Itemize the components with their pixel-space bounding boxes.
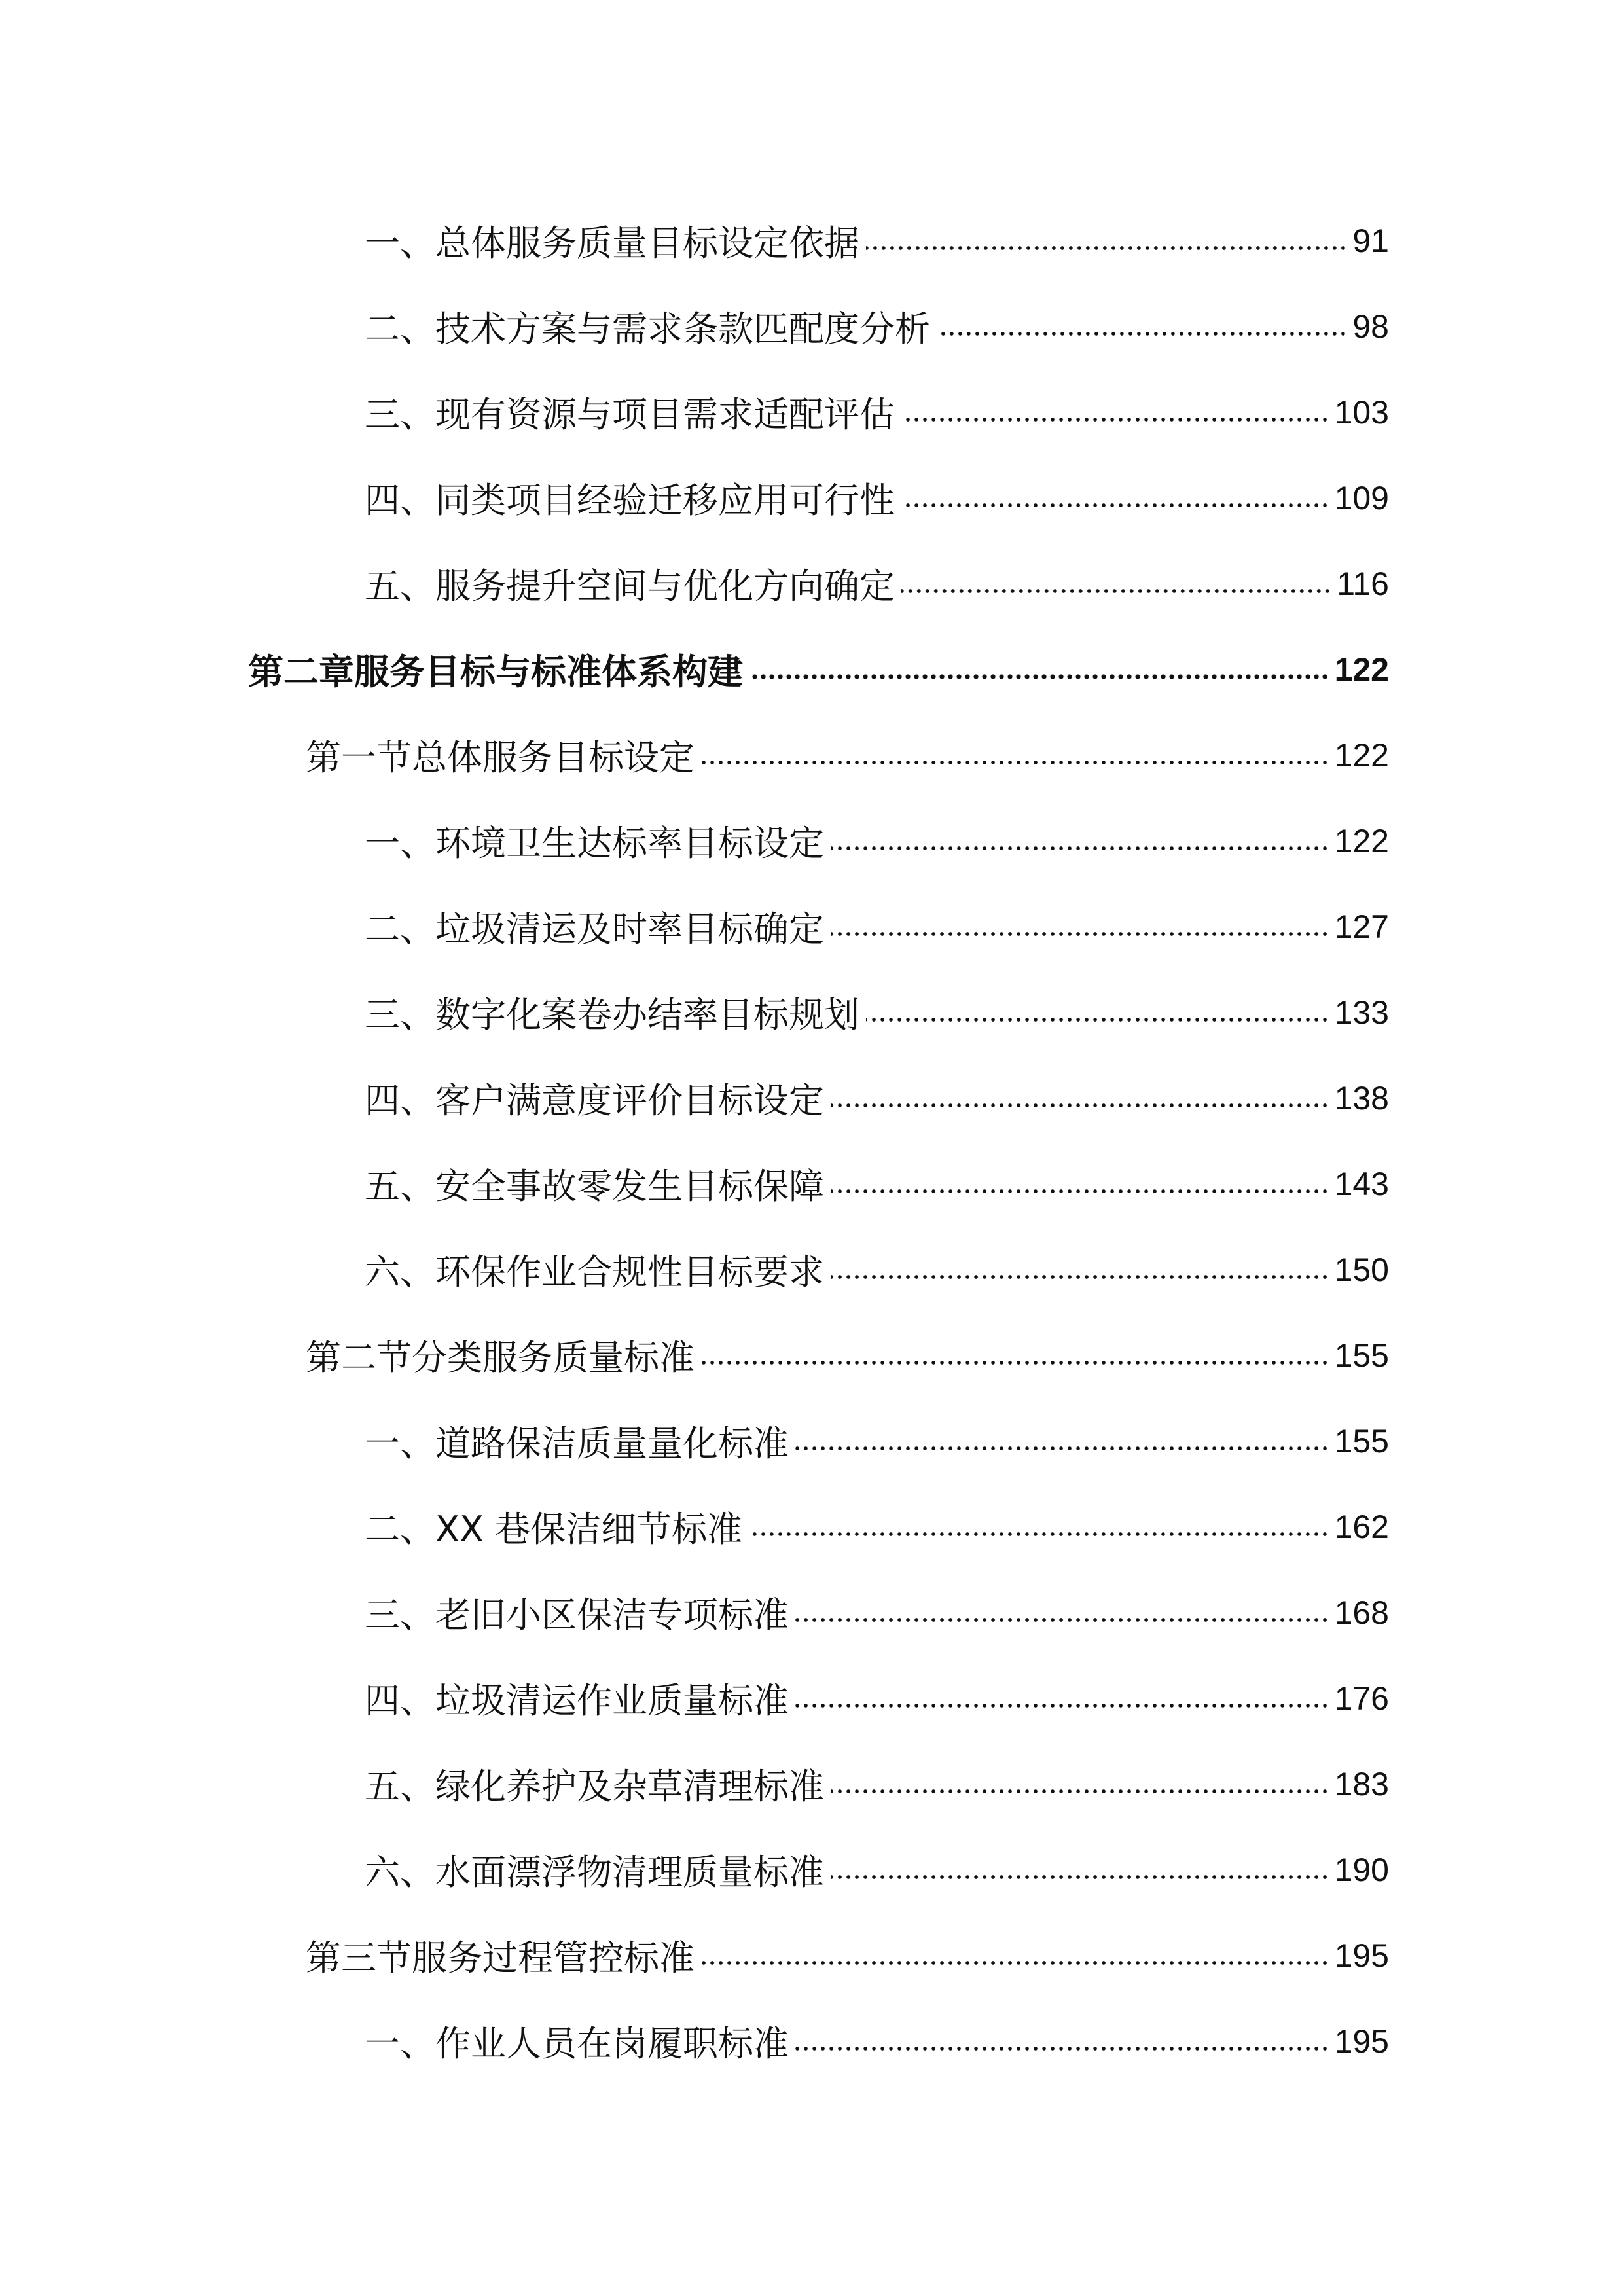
toc-entry-title: 第二节分类服务质量标准 [306, 1337, 695, 1378]
toc-entry-title: 三、老旧小区保洁专项标准 [365, 1594, 789, 1636]
toc-entry-title: 一、总体服务质量目标设定依据 [365, 223, 859, 264]
toc-page-number: 155 [1334, 1422, 1389, 1460]
toc-page-number: 91 [1352, 222, 1389, 259]
toc-subsection-entry[interactable] [0, 1741, 1624, 1827]
toc-page-number: 162 [1334, 1508, 1389, 1545]
toc-section-entry[interactable] [0, 1312, 1624, 1398]
toc-page-number: 109 [1334, 479, 1389, 516]
toc-page-number: 143 [1334, 1165, 1389, 1202]
toc-subsection-entry[interactable] [0, 455, 1624, 541]
toc-entry-title: 第二章服务目标与标准体系构建 [248, 651, 743, 692]
table-of-contents [0, 198, 1624, 2084]
dot-leader [866, 1016, 1329, 1023]
dot-leader [831, 931, 1329, 937]
toc-entry-title: 一、环境卫生达标率目标设定 [365, 823, 824, 864]
toc-entry-title: 三、现有资源与项目需求适配评估 [365, 394, 895, 435]
toc-entry-title: 五、安全事故零发生目标保障 [365, 1166, 824, 1207]
toc-section-entry[interactable] [0, 1912, 1624, 1998]
toc-entry-title: 二、XX 巷保洁细节标准 [365, 1509, 743, 1550]
dot-leader [866, 245, 1347, 251]
dot-leader [795, 1617, 1329, 1623]
toc-entry-title: 四、同类项目经验迁移应用可行性 [365, 480, 895, 521]
toc-page-number: 103 [1334, 393, 1389, 431]
toc-subsection-entry[interactable] [0, 1227, 1624, 1312]
toc-chapter-entry[interactable] [0, 626, 1624, 712]
dot-leader [831, 1102, 1329, 1109]
dot-leader [901, 416, 1329, 423]
dot-leader [795, 2045, 1329, 2052]
toc-entry-title: 三、数字化案卷办结率目标规划 [365, 994, 859, 1035]
toc-subsection-entry[interactable] [0, 1998, 1624, 2084]
toc-page-number: 176 [1334, 1679, 1389, 1717]
toc-subsection-entry[interactable] [0, 884, 1624, 969]
toc-entry-title: 六、环保作业合规性目标要求 [365, 1251, 824, 1293]
toc-entry-title: 第三节服务过程管控标准 [306, 1937, 695, 1979]
toc-entry-title: 二、技术方案与需求条款匹配度分析 [365, 308, 930, 350]
dot-leader [749, 673, 1329, 680]
toc-subsection-entry[interactable] [0, 1141, 1624, 1227]
dot-leader [831, 1274, 1329, 1280]
toc-page-number: 133 [1334, 994, 1389, 1031]
dot-leader [831, 1788, 1329, 1795]
toc-page-number: 122 [1334, 822, 1389, 859]
toc-entry-title: 一、道路保洁质量量化标准 [365, 1423, 789, 1464]
toc-entry-title: 第一节总体服务目标设定 [306, 737, 695, 778]
toc-subsection-entry[interactable] [0, 1484, 1624, 1570]
dot-leader [831, 845, 1329, 852]
toc-page-number: 155 [1334, 1336, 1389, 1374]
toc-subsection-entry[interactable] [0, 1570, 1624, 1655]
toc-page-number: 183 [1334, 1765, 1389, 1803]
dot-leader [701, 1960, 1329, 1966]
dot-leader [831, 1874, 1329, 1880]
toc-entry-title: 五、绿化养护及杂草清理标准 [365, 1766, 824, 1807]
dot-leader [795, 1445, 1329, 1452]
toc-page-number: 122 [1334, 736, 1389, 774]
dot-leader [795, 1702, 1329, 1709]
dot-leader [901, 588, 1331, 594]
toc-subsection-entry[interactable] [0, 969, 1624, 1055]
toc-entry-title: 一、作业人员在岗履职标准 [365, 2023, 789, 2064]
toc-page-number: 98 [1352, 308, 1389, 345]
toc-page-number: 122 [1334, 651, 1389, 688]
toc-subsection-entry[interactable] [0, 541, 1624, 626]
toc-page-number: 150 [1334, 1251, 1389, 1288]
toc-entry-title: 六、水面漂浮物清理质量标准 [365, 1852, 824, 1893]
dot-leader [831, 1188, 1329, 1194]
toc-subsection-entry[interactable] [0, 1827, 1624, 1912]
toc-page-number: 190 [1334, 1851, 1389, 1888]
toc-entry-title: 四、垃圾清运作业质量标准 [365, 1680, 789, 1721]
toc-entry-title: 五、服务提升空间与优化方向确定 [365, 565, 895, 607]
toc-subsection-entry[interactable] [0, 283, 1624, 369]
toc-subsection-entry[interactable] [0, 1055, 1624, 1141]
toc-page-number: 168 [1334, 1594, 1389, 1631]
dot-leader [937, 331, 1347, 337]
dot-leader [749, 1531, 1329, 1537]
toc-subsection-entry[interactable] [0, 1655, 1624, 1741]
toc-section-entry[interactable] [0, 712, 1624, 798]
toc-subsection-entry[interactable] [0, 1398, 1624, 1484]
toc-page-number: 127 [1334, 908, 1389, 945]
toc-subsection-entry[interactable] [0, 798, 1624, 884]
toc-page-number: 195 [1334, 2022, 1389, 2060]
dot-leader [701, 759, 1329, 766]
toc-entry-title: 四、客户满意度评价目标设定 [365, 1080, 824, 1121]
toc-page-number: 116 [1337, 565, 1389, 602]
toc-subsection-entry[interactable] [0, 198, 1624, 283]
dot-leader [701, 1359, 1329, 1366]
toc-entry-title: 二、垃圾清运及时率目标确定 [365, 908, 824, 950]
dot-leader [901, 502, 1329, 509]
toc-page-number: 195 [1334, 1937, 1389, 1974]
toc-subsection-entry[interactable] [0, 369, 1624, 455]
toc-page-number: 138 [1334, 1079, 1389, 1117]
